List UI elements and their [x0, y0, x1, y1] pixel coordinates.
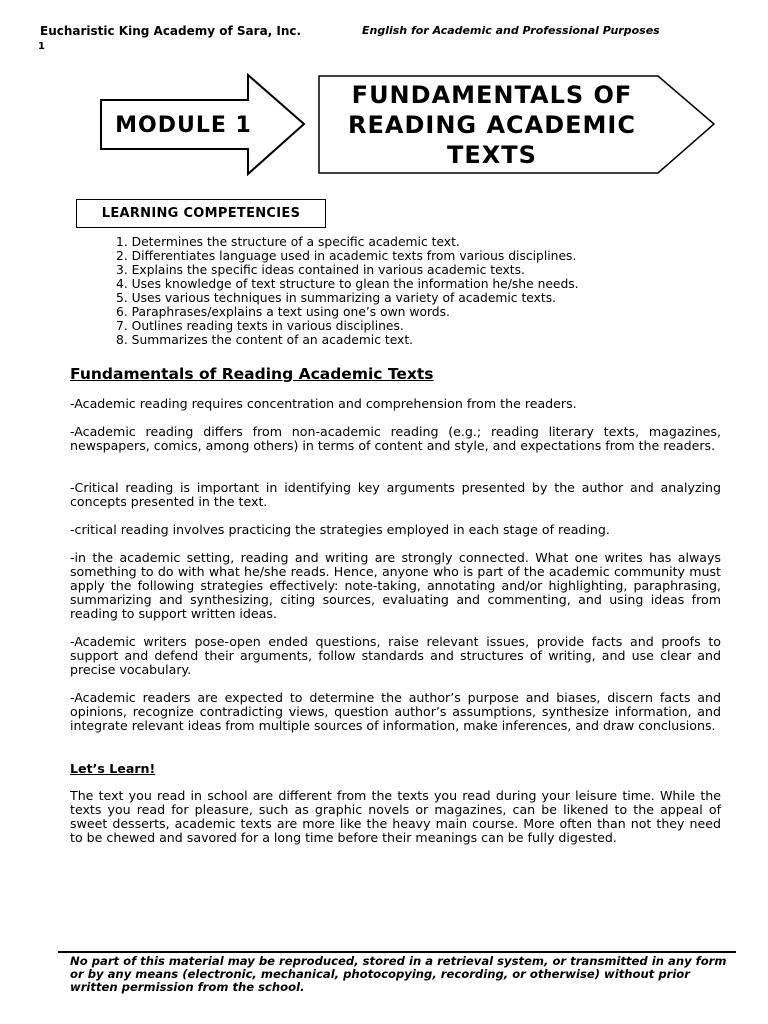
competency-item: 8. Summarizes the content of an academic text.	[116, 333, 414, 347]
body-paragraph: -in the academic setting, reading and writing are strongly connected. What one writes has always something to do with what he/she reads. Hence, anyone who is part of the academic community must apply the following strategies effectively: note-taking, annotating and/or highlighting, paraphrasing, summarizing and synthesizing, citing sources, evaluating and commenting, and using ideas from reading to support written ideas.	[70, 550, 721, 621]
section-title: Fundamentals of Reading Academic Texts	[70, 365, 434, 383]
competency-item: 6. Paraphrases/explains a text using one’s own words.	[116, 305, 450, 319]
module-banner	[96, 70, 720, 180]
subject-title: English for Academic and Professional Purposes	[362, 24, 660, 37]
module-label: MODULE 1	[115, 112, 252, 138]
body-paragraph: -Academic reading differs from non-academic reading (e.g.; reading literary texts, magazines, newspapers, comics, among others) in terms of content and style, and expectations from the readers.	[70, 424, 721, 453]
competency-item: 2. Differentiates language used in academic texts from various disciplines.	[116, 249, 577, 263]
competencies-list	[116, 235, 579, 347]
competency-item: 7. Outlines reading texts in various disciplines.	[116, 319, 404, 333]
body-paragraph: -Academic writers pose-open ended questions, raise relevant issues, provide facts and proofs to support and defend their arguments, follow standards and structures of writing, and use clear and precise vocabulary.	[70, 634, 721, 677]
page-number: 1	[38, 41, 45, 52]
competency-item: 5. Uses various techniques in summarizing a variety of academic texts.	[116, 291, 557, 305]
lets-learn-paragraph: The text you read in school are different from the texts you read during your leisure time. While the texts you read for pleasure, such as graphic novels or magazines, can be likened to the appeal of sweet desserts, academic texts are more like the heavy main course. More often than not they need to be chewed and savored for a long time before their meanings can be fully digested.	[70, 788, 721, 845]
competency-item: 3. Explains the specific ideas contained in various academic texts.	[116, 263, 525, 277]
learning-competencies-heading: LEARNING COMPETENCIES	[76, 199, 326, 228]
body-paragraph: -critical reading involves practicing the strategies employed in each stage of reading.	[70, 522, 610, 537]
lets-learn-heading: Let’s Learn!	[70, 761, 156, 776]
module-title: FUNDAMENTALS OF READING ACADEMIC TEXTS	[348, 81, 636, 169]
body-paragraph: -Academic reading requires concentration and comprehension from the readers.	[70, 396, 577, 411]
body-paragraph: -Critical reading is important in identifying key arguments presented by the author and analyzing concepts presented in the text.	[70, 480, 721, 509]
body-paragraph: -Academic readers are expected to determine the author’s purpose and biases, discern facts and opinions, recognize contradicting views, question author’s assumptions, synthesize information, and integrate relevant ideas from multiple sources of information, make inferences, and draw conclusions.	[70, 690, 721, 733]
competency-item: 4. Uses knowledge of text structure to glean the information he/she needs.	[116, 277, 579, 291]
competency-item: 1. Determines the structure of a specific academic text.	[116, 235, 460, 249]
copyright-notice: No part of this material may be reproduced, stored in a retrieval system, or transmitted in any form or by any means (electronic, mechanical, photocopying, recording, or otherwise) without prior written permission from the school.	[70, 954, 727, 994]
footer-divider	[58, 951, 736, 953]
school-name: Eucharistic King Academy of Sara, Inc.	[40, 24, 302, 38]
